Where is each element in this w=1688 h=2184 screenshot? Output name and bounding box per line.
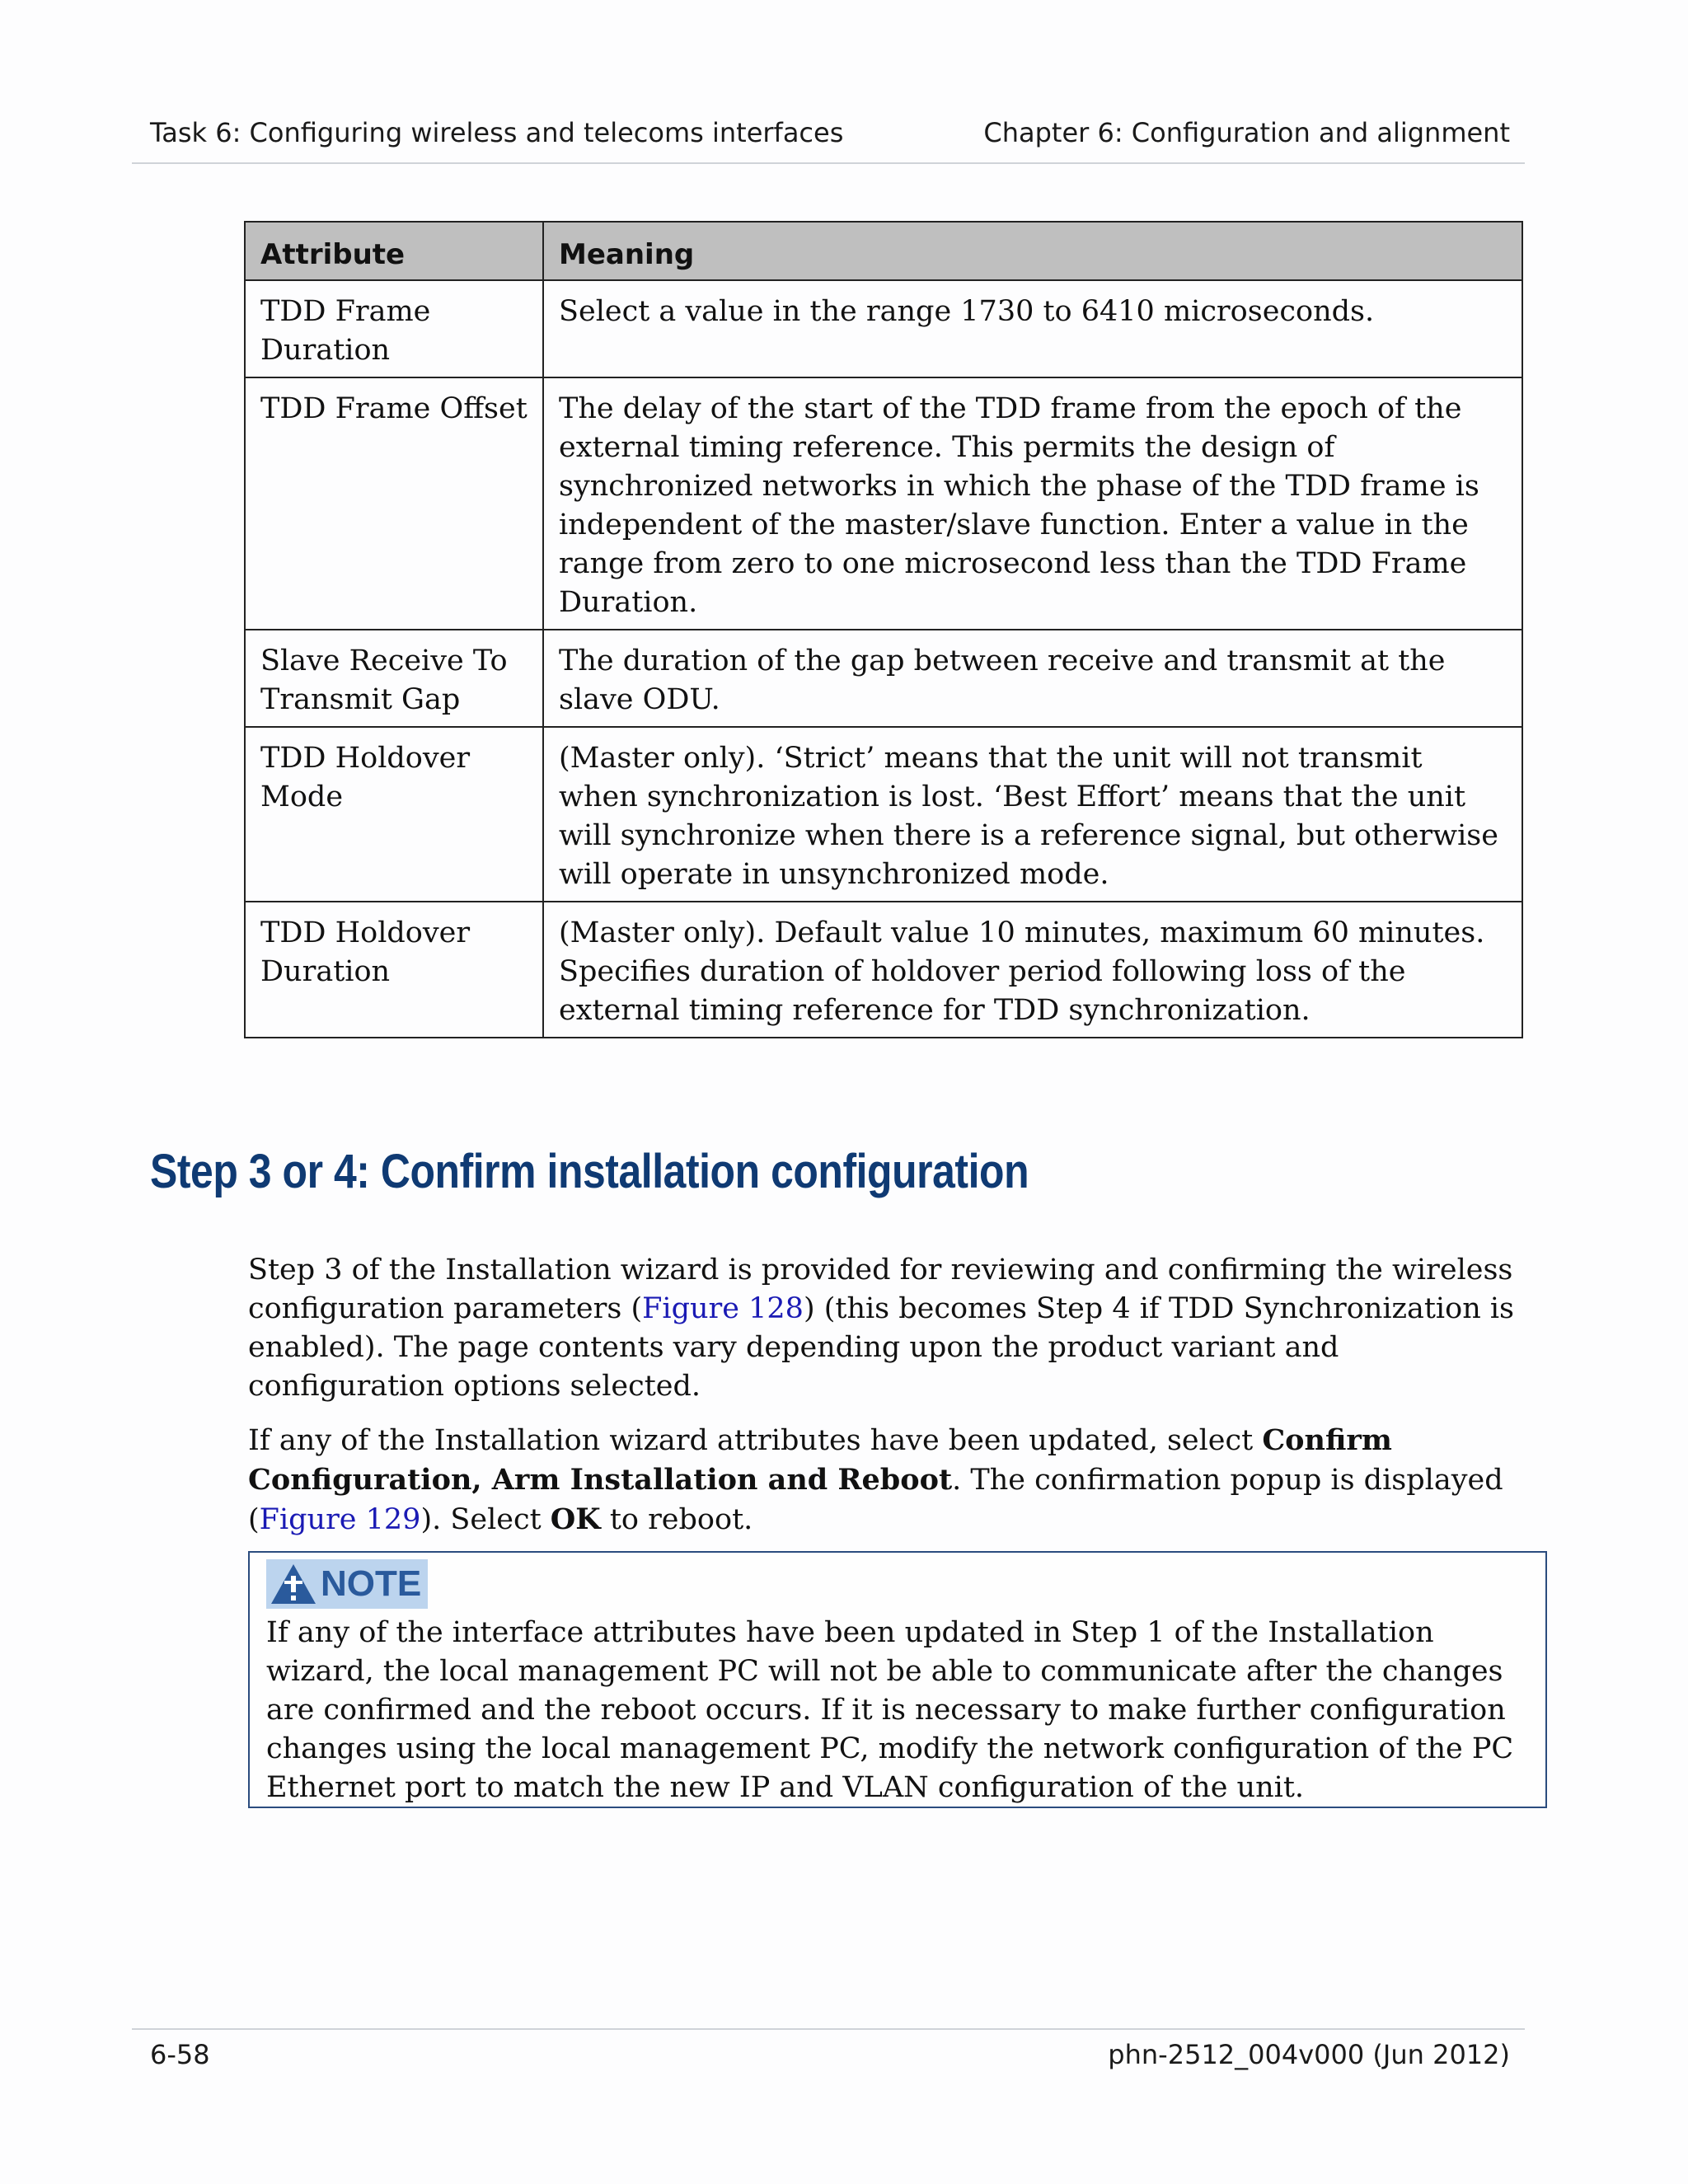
table-row <box>245 727 1522 902</box>
figure-129-link[interactable]: Figure 129 <box>259 1503 421 1536</box>
column-header-meaning: Meaning <box>543 222 1522 280</box>
attribute-cell: TDD Frame Offset <box>245 377 543 630</box>
warning-icon <box>270 1563 317 1605</box>
header-chapter-title: Chapter 6: Configuration and alignment <box>983 117 1510 148</box>
attribute-table <box>244 221 1523 1038</box>
para-text: to reboot. <box>600 1503 753 1536</box>
para-text: ). Select <box>420 1503 551 1536</box>
ok-label: OK <box>550 1502 601 1536</box>
page-number: 6-58 <box>150 2039 210 2070</box>
intro-paragraph <box>248 1251 1534 1406</box>
para-text: If any of the Installation wizard attributes have been updated, select <box>248 1424 1263 1457</box>
footer-divider <box>132 2028 1525 2030</box>
note-box <box>248 1551 1547 1808</box>
meaning-cell: The duration of the gap between receive and transmit at the slave ODU. <box>543 630 1522 727</box>
attribute-cell: TDD Holdover Duration <box>245 902 543 1038</box>
header-task-title: Task 6: Configuring wireless and telecoms interfaces <box>150 117 844 148</box>
attribute-cell: Slave Receive To Transmit Gap <box>245 630 543 727</box>
confirm-action-label: Confirm Configuration, Arm Installation and Reboot <box>248 1423 1392 1497</box>
attribute-cell: TDD Frame Duration <box>245 280 543 377</box>
table-row <box>245 630 1522 727</box>
note-badge <box>266 1559 428 1609</box>
confirm-paragraph <box>248 1421 1534 1540</box>
note-label: NOTE <box>321 1563 422 1604</box>
header-divider <box>132 162 1525 164</box>
table-row <box>245 377 1522 630</box>
attribute-cell: TDD Holdover Mode <box>245 727 543 902</box>
column-header-attribute: Attribute <box>245 222 543 280</box>
meaning-cell: Select a value in the range 1730 to 6410 microseconds. <box>543 280 1522 377</box>
para-text: ) (this becomes Step 4 if TDD Synchronization is enabled). The page contents vary depending upon the product variant and configuration options selected. <box>248 1292 1515 1403</box>
meaning-cell: (Master only). Default value 10 minutes, maximum 60 minutes. Specifies duration of holdover period following loss of the external timing reference for TDD synchronization. <box>543 902 1522 1038</box>
table-row <box>245 902 1522 1038</box>
note-text: If any of the interface attributes have been updated in Step 1 of the Installation wizard, the local management PC will not be able to communicate after the changes are confirmed and the reboot occurs. If it is necessary to make further configuration changes using the local management PC, modify the network configuration of the PC Ethernet port to match the new IP and VLAN configuration of the unit. <box>266 1616 1514 1804</box>
table-row <box>245 280 1522 377</box>
document-id: phn-2512_004v000 (Jun 2012) <box>1108 2039 1510 2070</box>
meaning-cell: The delay of the start of the TDD frame from the epoch of the external timing reference. This permits the design of synchronized networks in which the phase of the TDD frame is independent of the master/slave function. Enter a value in the range from zero to one microsecond less than the TDD Frame Duration. <box>543 377 1522 630</box>
para-text: Step 3 of the Installation wizard is provided for reviewing and confirming the wireless configuration parameters ( <box>248 1254 1513 1325</box>
table-header-row <box>245 222 1522 280</box>
meaning-cell: (Master only). ‘Strict’ means that the unit will not transmit when synchronization is lost. ‘Best Effort’ means that the unit will synchronize when there is a reference signal, but otherwise will operate in unsynchronized mode. <box>543 727 1522 902</box>
section-heading: Step 3 or 4: Confirm installation configuration <box>150 1145 1029 1198</box>
figure-128-link[interactable]: Figure 128 <box>642 1292 804 1325</box>
para-text: . The confirmation popup is displayed ( <box>248 1464 1503 1536</box>
